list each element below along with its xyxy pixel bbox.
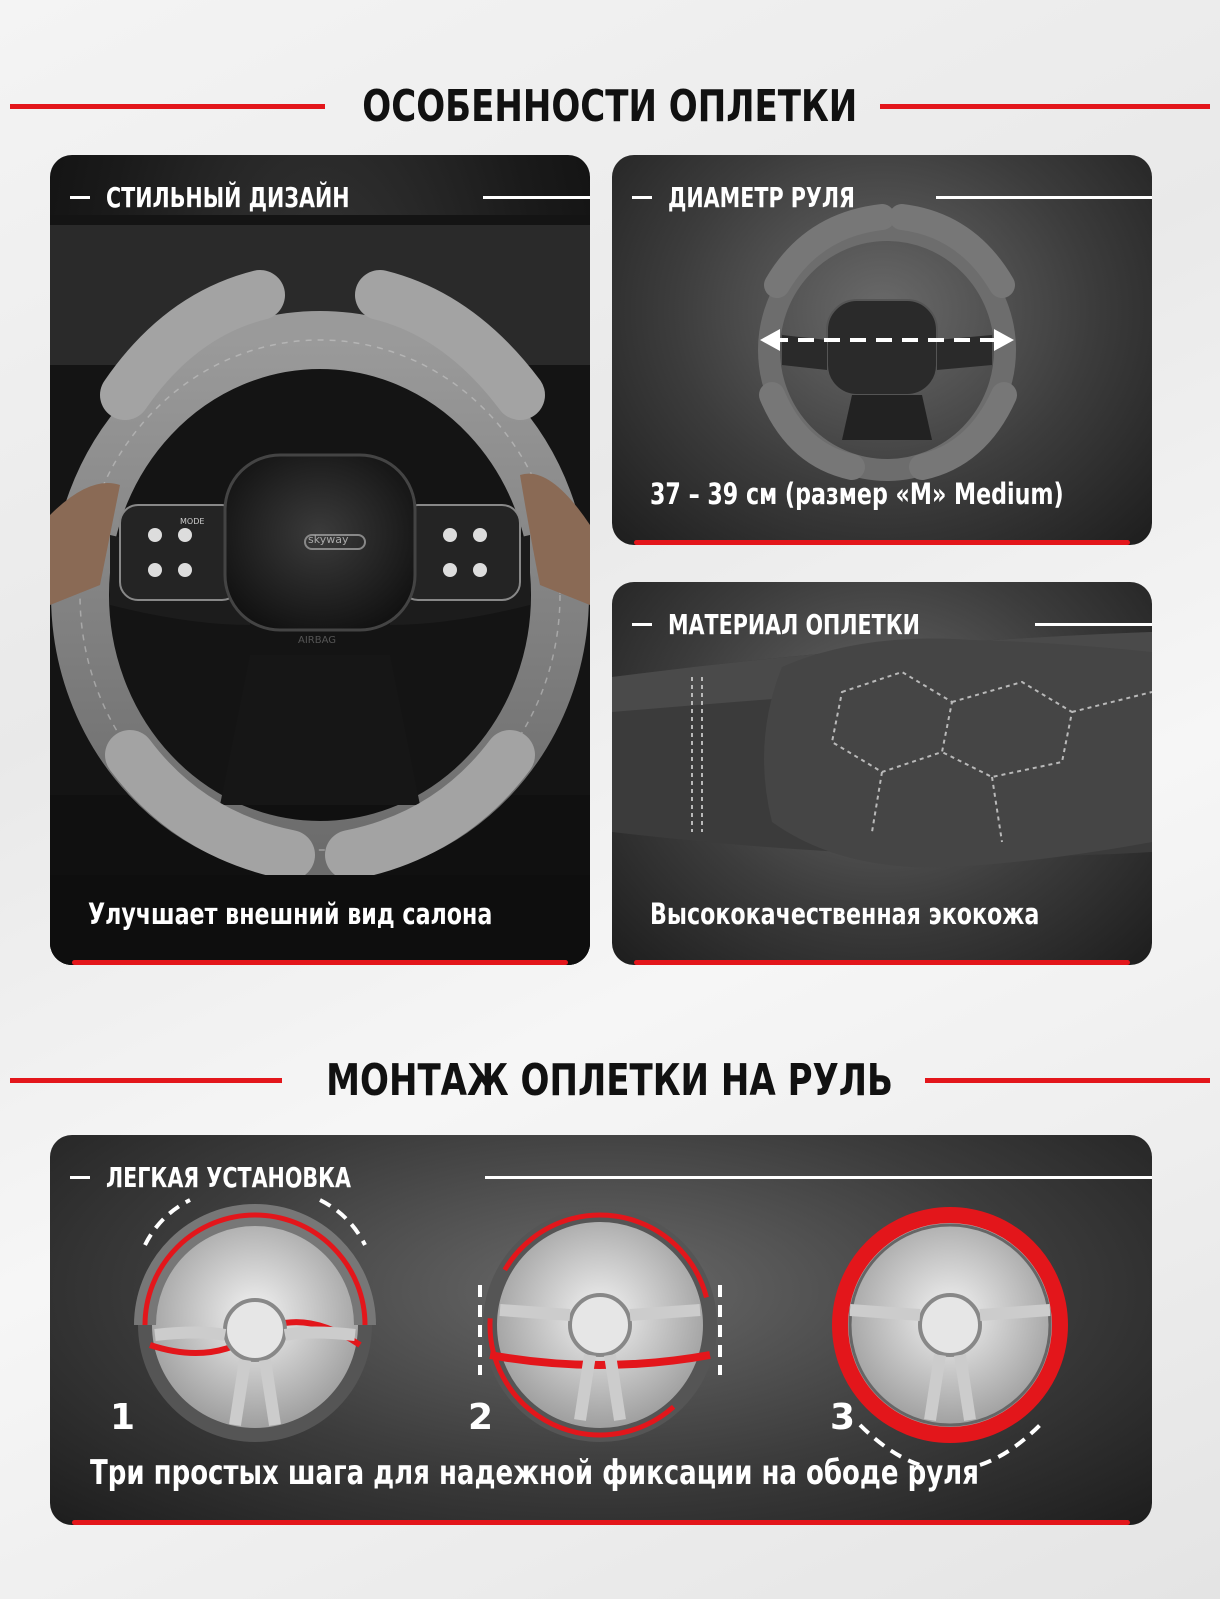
installation-header bbox=[0, 1050, 1220, 1110]
title-dash bbox=[70, 1176, 90, 1179]
airbag-logo-text: skyway bbox=[308, 533, 349, 546]
design-caption: Улучшает внешний вид салона bbox=[88, 897, 493, 931]
diameter-card-title bbox=[632, 177, 1152, 217]
title-rule bbox=[936, 196, 1152, 199]
header-line-right bbox=[925, 1078, 1210, 1083]
installation-title: ЛЕГКАЯ УСТАНОВКА bbox=[106, 1160, 352, 1194]
title-dash bbox=[632, 623, 652, 626]
material-caption: Высококачественная экокожа bbox=[650, 897, 1040, 931]
header-line-right bbox=[880, 104, 1210, 109]
diameter-card bbox=[612, 155, 1152, 545]
step-number-2: 2 bbox=[468, 1397, 494, 1438]
diameter-title: ДИАМЕТР РУЛЯ bbox=[668, 180, 855, 214]
material-card bbox=[612, 582, 1152, 965]
installation-caption: Три простых шага для надежной фиксации на ободе руля bbox=[90, 1453, 979, 1493]
features-header bbox=[0, 76, 1220, 136]
step-number-3: 3 bbox=[830, 1397, 856, 1438]
step-number-1: 1 bbox=[110, 1397, 136, 1438]
design-card bbox=[50, 155, 590, 965]
step2-wheel bbox=[450, 1175, 751, 1476]
title-rule bbox=[483, 196, 590, 199]
step3-wheel bbox=[840, 1215, 1060, 1465]
header-line-left bbox=[10, 104, 325, 109]
title-rule bbox=[485, 1176, 1152, 1179]
steering-wheel-photo bbox=[50, 155, 590, 965]
title-dash bbox=[632, 196, 652, 199]
title-dash bbox=[70, 196, 90, 199]
diameter-caption: 37 – 39 см (размер «M» Medium) bbox=[650, 477, 1064, 511]
installation-heading: МОНТАЖ ОПЛЕТКИ НА РУЛЬ bbox=[326, 1054, 894, 1106]
material-title: МАТЕРИАЛ ОПЛЕТКИ bbox=[668, 607, 920, 641]
features-heading: ОСОБЕННОСТИ ОПЛЕТКИ bbox=[362, 80, 858, 132]
design-title: СТИЛЬНЫЙ ДИЗАЙН bbox=[106, 180, 350, 214]
material-card-title bbox=[632, 604, 1152, 644]
mode-button-label: MODE bbox=[180, 517, 205, 526]
header-line-left bbox=[10, 1078, 282, 1083]
step1-wheel bbox=[145, 1200, 365, 1435]
installation-card-title bbox=[70, 1157, 1152, 1197]
design-card-title bbox=[70, 177, 590, 217]
title-rule bbox=[1035, 623, 1152, 626]
airbag-label: AIRBAG bbox=[298, 635, 337, 646]
installation-card bbox=[50, 1135, 1152, 1525]
